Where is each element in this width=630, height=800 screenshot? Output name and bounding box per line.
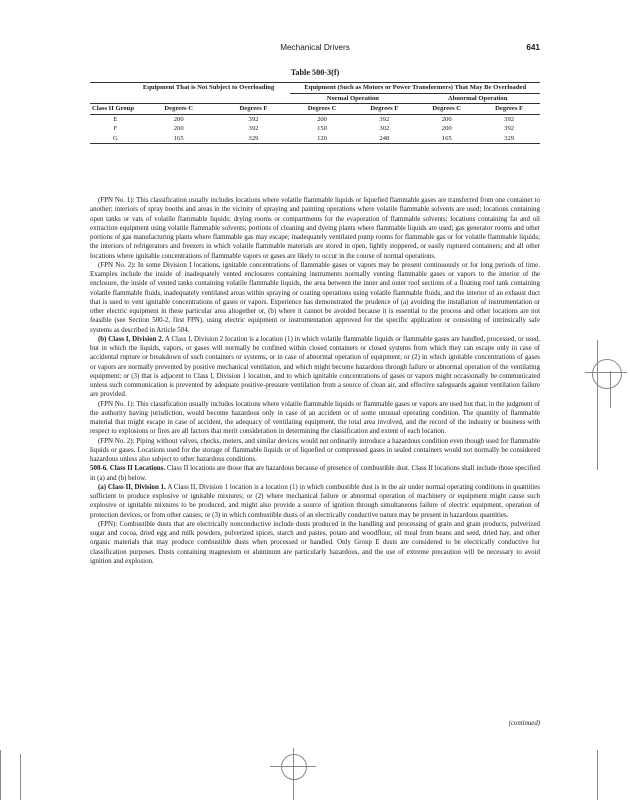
class2-div1-heading: (a) Class II, Division 1. [98,482,166,491]
paragraph-class2-div1 [90,483,540,520]
crop-mark [293,748,294,800]
table-cell: 200 [441,115,452,123]
column-header: Degrees C [307,105,337,112]
paragraph-fpn-2: (FPN No. 2): In some Division I locations, ignitable concentrations of flammable gases or vapors may be present continuously or for long periods of time. Examples include the inside of inadequately vented enclosures containing instruments normally venting flammable gases or vapors to the interior of the enclosure, the inside of vented tanks containing volatile flammable liquids, the area between the inner and outer roof sections of a floating roof tank containing volatile flammable fluids, inadequately ventilated areas within spraying or coating operations using volatile flammable fluids, and the interior of an exhaust duct that is used to vent ignitable concentrations of gases or vapors. Experience has demonstrated the prudence of (a) avoiding the installation of instrumentation or other electric equipment in these particular area altogether or, (b) where it cannot be avoided because it is essential to the process and other locations are not feasible (see Section 500-2, first FPN), using electric equipment or instrumentation approved for the specific application or consisting of intrinsically safe systems as described in Article 504. [90,260,540,334]
table-row [90,134,540,144]
table-row [90,124,540,134]
table-cell: 165 [441,134,452,142]
table-column-header-row [90,104,540,115]
table-subheader-row [90,93,540,104]
table-cell: 392 [248,125,259,132]
page-header [90,43,540,55]
column-header: Degrees C [164,105,193,112]
table-cell: 120 [317,134,327,142]
page-number: 641 [526,43,540,52]
column-header: Degrees F [239,105,268,112]
crop-mark [270,766,316,767]
temperature-table [90,82,540,144]
class2-div1-text: A Class II, Division 1 location is a location (1) in which combustible dust is in the air under normal operating conditions in quantities sufficient to produce explosive or ignitable mixtures; or (2) where mechanical failure or abnormal operation of machinery or equipment might cause such explosive or ignitable mixtures to be produced, and might also provide a source of ignition through simultaneous failure of electric equipment, operation of protection devices, or from other causes; or (3) in which combustible dusts of an electrically conductive nature may be present in hazardous quantities. [90,482,540,519]
crop-mark [585,372,627,373]
table-cell: 200 [173,115,184,123]
group-header-may-be-overloaded: Equipment (Such as Motors or Power Transformers) That May Be Overloaded [304,84,527,91]
table-cell: 329 [248,134,259,142]
column-header: Degrees F [495,105,524,112]
paragraph-section-500-6 [90,464,540,483]
column-header: Class II Group [92,105,135,112]
group-header-not-overloaded: Equipment That is Not Subject to Overloading [142,84,275,91]
table-cell: 302 [379,125,390,132]
table-cell: 392 [379,115,390,123]
table-cell: 392 [504,125,515,132]
subheader-abnormal-operation: Abnormal Operation [415,93,540,104]
crop-mark [0,750,1,800]
subheader-normal-operation: Normal Operation [290,93,415,104]
paragraph-div2-fpn-1: (FPN No. 1): This classification usually includes locations where volatile flammable liquids or flammable gases or vapors are used but that, in the judgment of the authority having jurisdiction, would become hazardous only in case of an accident or of some unusual operating condition. The quantity of flammable material that might escape in case of accident, the adequacy of ventilating equipment, the total area involved, and the record of the industry or business with respect to explosions or fires are all factors that merit consideration in determining the classification and extent of each location. [90,399,540,436]
column-header: Degrees C [432,105,462,112]
paragraph-fpn-1: (FPN No. 1): This classification usually includes locations where volatile flammable liquids or liquefied flammable gases are transferred from one container to another; interiors of spray booths and areas in the vicinity of spraying and painting operations where volatile flammable solvents are used; locations containing open tanks or vats of volatile flammable liquids; drying rooms or compartments for the evaporation of flammable solvents; locations containing fat and oil extraction equipment using volatile flammable solvents; portions of cleaning and dyeing plants where flammable liquids are used; gas generator rooms and other portions of gas manufacturing plants where flammable gas may escape; inadequately ventilated pump rooms for flammable gas or for volatile flammable liquids; the interiors of refrigerators and freezers in which volatile flammable materials are stored in open, lightly stoppered, or easily ruptured containers; and all other locations where ignitable concentrations of flammable vapors or gases are likely to occur in the course of normal operations. [90,196,540,260]
body-text [90,196,540,566]
crop-mark [597,340,598,470]
table-group-header-row [90,83,540,94]
table-cell: 329 [504,134,515,142]
table-title: Table 500-3(f) [290,68,340,77]
table-cell: 248 [379,134,390,142]
table-row [90,114,540,124]
crop-mark [597,750,598,800]
continued-note: (continued) [508,720,540,727]
registration-mark-icon [281,754,307,780]
table-cell: 200 [317,115,327,123]
section-500-6-text: Class II locations are those that are hazardous because of presence of combustible dust. Class II locations shall include those specified in (a) and (b) below. [90,464,541,482]
table-cell: E [113,115,118,123]
class1-div2-heading: (b) Class I, Division 2. [98,334,164,343]
column-header: Degrees F [370,105,399,112]
table-cell: F [113,125,118,132]
table-cell: 392 [248,115,259,123]
table-cell: 165 [173,134,184,142]
paragraph-class1-div2 [90,335,540,400]
section-500-6-heading: 500-6. Class II Locations. [90,464,166,473]
table-cell: G [113,134,118,142]
paragraph-fpn-dust: (FPN): Combustible dusts that are electrically nonconductive include dusts produced in the handling and processing of grain and grain products, pulverized sugar and cocoa, dried egg and milk powders, pulverized spices, starch and pastes, potato and woodflour, oil meal from beans and seed, dried hay, and other organic materials that may produce combustible dusts when processed or handled. Only Group E dusts are considered to be electrically conductive for classification purposes. Dusts containing magnesium or aluminum are particularly hazardous, and the use of extreme precaution will be necessary to avoid ignition and explosion. [90,519,540,565]
crop-mark [20,754,21,800]
table-cell: 200 [173,125,184,132]
table-cell: 200 [441,125,452,132]
table-cell: 150 [317,125,327,132]
paragraph-div2-fpn-2: (FPN No. 2): Piping without valves, checks, meters, and similar devices would not ordinarily introduce a hazardous condition even though used for flammable liquids or gases. Locations used for the storage of flammable liquids or of liquefied or compressed gases in sealed containers would not normally be considered hazardous unless also subject to other hazardous conditions. [90,436,540,463]
table-cell: 392 [504,115,515,123]
class1-div2-text: A Class I, Division 2 location is a location (1) in which volatile flammable liquids or flammable gases are handled, processed, or used, but in which the liquids, vapors, or gases will normally be confined within closed containers or closed systems from which they can escape only in case of accidental rupture or breakdown of such containers or systems, or in case of abnormal operation of equipment; or (2) in which ignitable concentrations of gases or vapors are normally prevented by positive mechanical ventilation, and which might become hazardous through failure or abnormal operation of the ventilating equipment; or (3) that is adjacent to Class I, Division 1 location, and to which ignitable concentrations of gases or vapors might occasionally be communicated unless such communication is prevented by adequate positive-pressure ventilation from a source of clean air, and effective safeguards against ventilation failure are provided. [90,334,540,399]
running-title: Mechanical Drivers [280,43,350,52]
registration-mark-icon [592,359,622,389]
